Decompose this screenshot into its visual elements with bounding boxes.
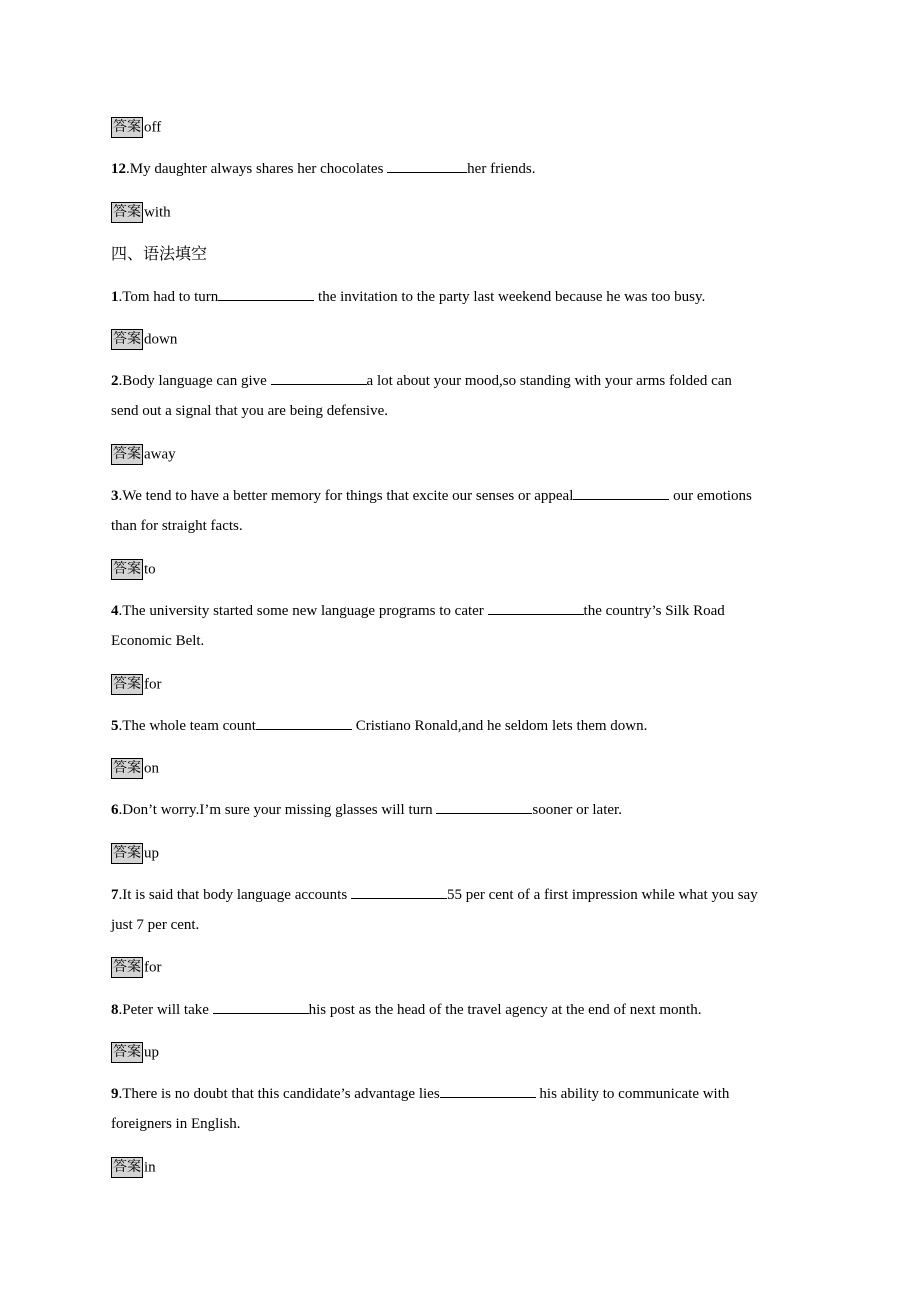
answer-blank [573, 485, 669, 500]
question-number: 5 [111, 718, 119, 734]
question-number: 1 [111, 289, 119, 305]
question-text-line2: Economic Belt. [111, 633, 205, 649]
question-number: 9 [111, 1086, 119, 1102]
question-text-before: .The university started some new language programs to cater [118, 603, 488, 619]
question-number: 3 [111, 488, 119, 504]
question-text-after: the invitation to the party last weekend because he was too busy. [314, 289, 706, 305]
question-number: 4 [111, 603, 119, 619]
question-text-before: .It is said that body language accounts [118, 887, 351, 903]
answer-blank [351, 884, 447, 899]
question-text-after: his post as the head of the travel agency at the end of next month. [308, 1002, 702, 1018]
answer-badge: 答案 [111, 1157, 143, 1178]
question-number: 12 [111, 161, 126, 177]
answer-badge: 答案 [111, 559, 143, 580]
question-text-before: .Tom had to turn [118, 289, 219, 305]
question-text-before: .Body language can give [118, 373, 271, 389]
answer-badge: 答案 [111, 1042, 143, 1063]
answer-line-11 [111, 112, 811, 143]
question-6 [111, 795, 811, 825]
answer-text: with [144, 204, 171, 221]
question-text-after: Cristiano Ronald,and he seldom lets them down. [351, 718, 648, 734]
answer-badge: 答案 [111, 202, 143, 223]
question-text-before: .We tend to have a better memory for things that excite our senses or appeal [118, 488, 574, 504]
question-text-after: his ability to communicate with [535, 1086, 730, 1102]
answer-text: to [144, 561, 156, 578]
answer-badge: 答案 [111, 329, 143, 350]
answer-line-6 [111, 838, 811, 869]
question-text-line2: foreigners in English. [111, 1116, 241, 1132]
question-text-after: the country’s Silk Road [583, 603, 725, 619]
answer-badge: 答案 [111, 758, 143, 779]
answer-line-2 [111, 439, 811, 470]
answer-blank [271, 370, 367, 385]
question-text-before: .The whole team count [118, 718, 256, 734]
section-title: 四、语法填空 [111, 244, 208, 263]
answer-line-7 [111, 952, 811, 983]
answer-text: away [144, 446, 176, 463]
question-text-before: .Don’t worry.I’m sure your missing glasses will turn [118, 802, 437, 818]
answer-blank [387, 158, 467, 173]
question-text-after: sooner or later. [532, 802, 622, 818]
answer-text: off [144, 119, 162, 136]
answer-blank [436, 799, 532, 814]
question-12 [111, 154, 811, 184]
answer-text: for [144, 959, 162, 976]
answer-line-4 [111, 669, 811, 700]
question-text-before: .My daughter always shares her chocolates [126, 161, 388, 177]
question-text-after: 55 per cent of a first impression while what you say [446, 887, 758, 903]
question-9 [111, 1079, 811, 1139]
question-2 [111, 366, 811, 426]
answer-line-3 [111, 554, 811, 585]
question-7 [111, 880, 811, 940]
question-text-line2: send out a signal that you are being defensive. [111, 403, 389, 419]
question-text-after: her friends. [467, 161, 536, 177]
question-number: 8 [111, 1002, 119, 1018]
answer-line-9 [111, 1152, 811, 1183]
answer-text: for [144, 676, 162, 693]
answer-text: in [144, 1159, 156, 1176]
answer-line-5 [111, 753, 811, 784]
question-text-line2: than for straight facts. [111, 518, 243, 534]
question-text-after: our emotions [669, 488, 752, 504]
answer-blank [213, 999, 309, 1014]
answer-text: up [144, 845, 159, 862]
question-4 [111, 596, 811, 656]
answer-text: up [144, 1044, 159, 1061]
question-text-line2: just 7 per cent. [111, 917, 200, 933]
answer-badge: 答案 [111, 843, 143, 864]
question-text-before: .There is no doubt that this candidate’s advantage lies [118, 1086, 440, 1102]
question-number: 2 [111, 373, 119, 389]
answer-blank [488, 600, 584, 615]
question-text-before: .Peter will take [118, 1002, 213, 1018]
answer-line-1 [111, 324, 811, 355]
answer-blank [218, 286, 314, 301]
question-number: 6 [111, 802, 119, 818]
answer-line-12 [111, 197, 811, 228]
answer-badge: 答案 [111, 957, 143, 978]
question-text-after: a lot about your mood,so standing with your arms folded can [366, 373, 732, 389]
answer-badge: 答案 [111, 674, 143, 695]
answer-text: on [144, 760, 159, 777]
question-1 [111, 282, 811, 312]
answer-badge: 答案 [111, 117, 143, 138]
question-8 [111, 995, 811, 1025]
answer-blank [256, 715, 352, 730]
question-3 [111, 481, 811, 541]
answer-badge: 答案 [111, 444, 143, 465]
question-number: 7 [111, 887, 119, 903]
answer-blank [440, 1083, 536, 1098]
question-5 [111, 711, 811, 741]
answer-text: down [144, 331, 178, 348]
answer-line-8 [111, 1037, 811, 1068]
